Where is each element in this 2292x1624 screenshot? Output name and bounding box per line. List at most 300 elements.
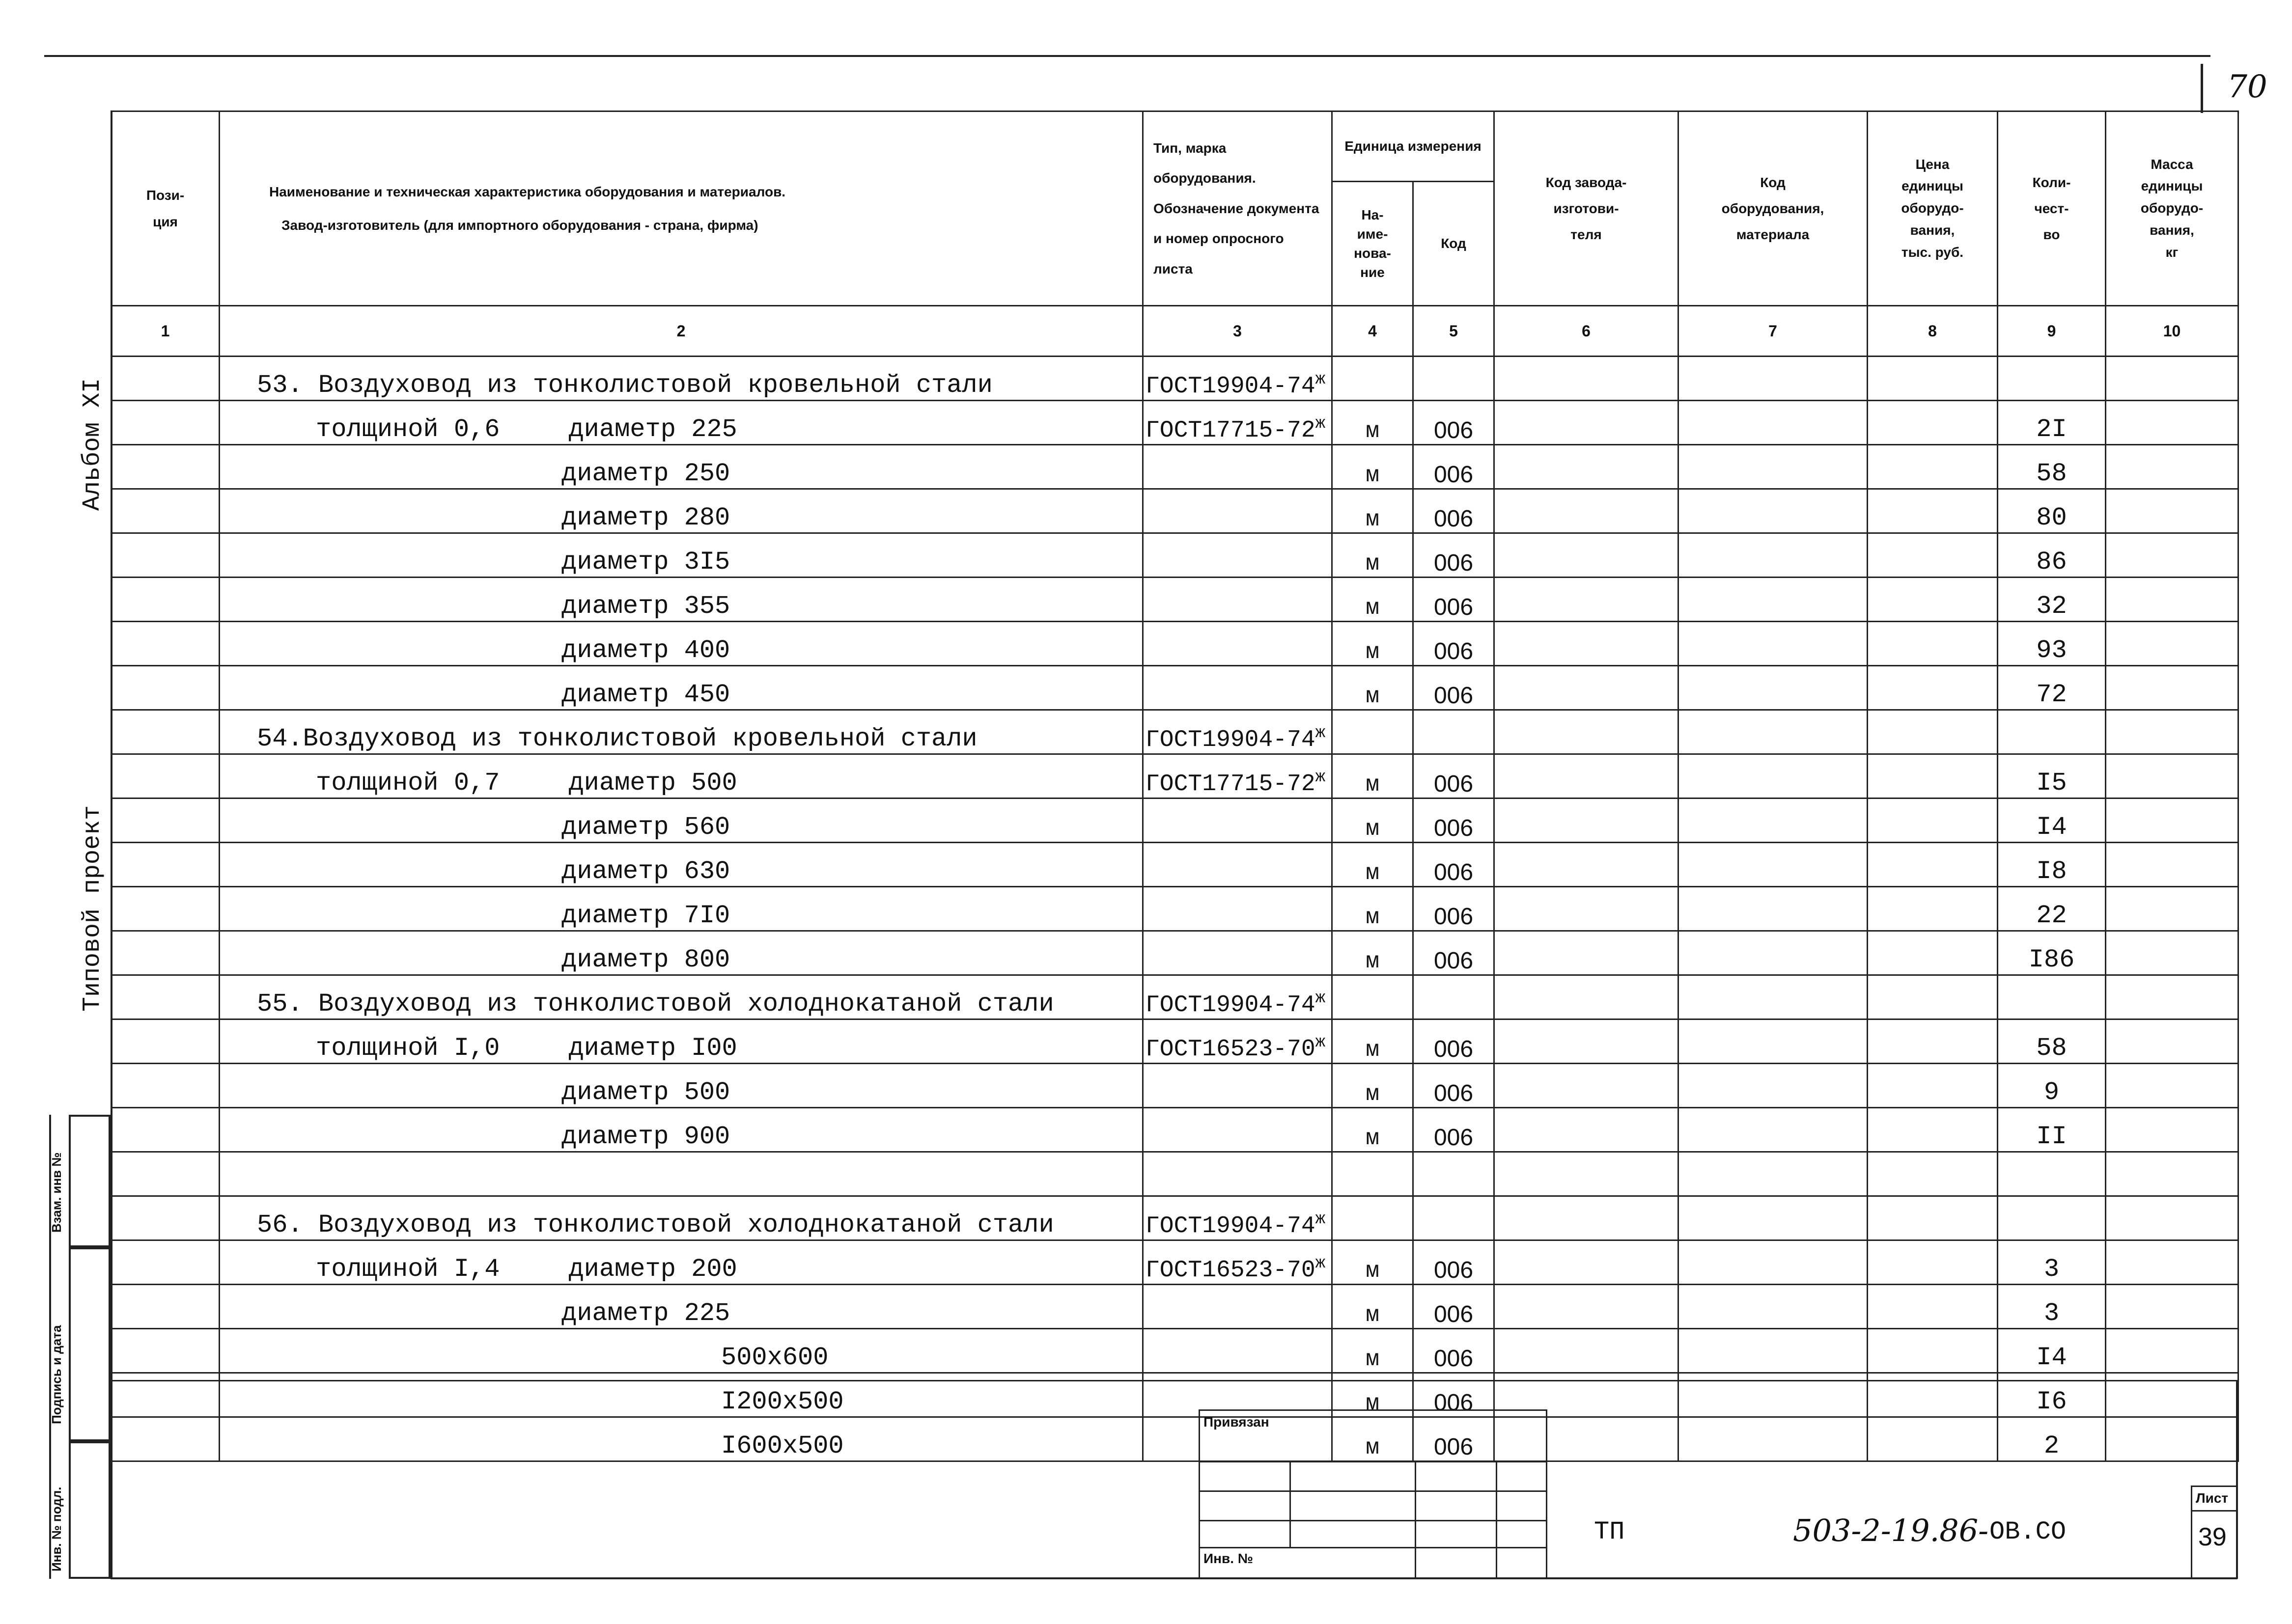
header-mass-text: Масса единицы оборудо- вания, кг [2140, 156, 2204, 260]
cell-price [1868, 1240, 1998, 1285]
cell-quantity: 58 [1998, 1019, 2106, 1064]
cell-name [220, 533, 1143, 578]
cell-mass [2106, 887, 2238, 931]
cell-equipment-code [1678, 357, 1868, 401]
name-text: диаметр 250 [561, 459, 730, 488]
cell-price [1868, 710, 1998, 754]
cell-position [112, 1064, 220, 1108]
header-row [112, 111, 2238, 182]
cell-unit-code: 006 [1413, 666, 1494, 710]
cell-equipment-code [1678, 754, 1868, 798]
cell-document [1143, 887, 1332, 931]
cell-mass [2106, 622, 2238, 666]
name-text: диаметр 7I0 [561, 901, 730, 930]
table-row [112, 666, 2238, 710]
cell-factory-code [1494, 798, 1678, 843]
table-row [112, 1152, 2238, 1196]
table-row [112, 1196, 2238, 1240]
cell-unit-name: м [1332, 1285, 1413, 1329]
name-text: толщиной I,0 [316, 1034, 500, 1063]
cell-equipment-code [1678, 710, 1868, 754]
table-row [112, 1019, 2238, 1064]
sheet-label: Лист [2196, 1490, 2229, 1506]
cell-factory-code [1494, 445, 1678, 489]
cell-name [220, 1196, 1143, 1240]
cell-name [220, 1152, 1143, 1196]
cell-document [1143, 710, 1332, 754]
header-unit-group-text: Единица измерения [1344, 138, 1481, 154]
document-mark: ж [1315, 1033, 1326, 1052]
table-row [112, 578, 2238, 622]
cell-mass [2106, 1373, 2238, 1417]
cell-unit-code [1413, 1152, 1494, 1196]
cell-document [1143, 843, 1332, 887]
cell-price [1868, 1373, 1998, 1417]
cell-mass [2106, 1240, 2238, 1285]
cell-factory-code [1494, 843, 1678, 887]
cell-quantity: 3 [1998, 1240, 2106, 1285]
cell-unit-name: м [1332, 798, 1413, 843]
cell-quantity: 86 [1998, 533, 2106, 578]
cell-name [220, 401, 1143, 445]
cell-name [220, 710, 1143, 754]
document-mark: ж [1315, 989, 1326, 1008]
album-label: Альбом XI [79, 378, 107, 511]
cell-factory-code [1494, 622, 1678, 666]
cell-mass [2106, 1108, 2238, 1152]
cell-name [220, 1373, 1143, 1417]
cell-document [1143, 1019, 1332, 1064]
header-quantity [1998, 111, 2106, 306]
cell-name [220, 578, 1143, 622]
cell-equipment-code [1678, 1373, 1868, 1417]
cell-quantity: 2 [1998, 1417, 2106, 1461]
cell-unit-name: м [1332, 622, 1413, 666]
stamp-label-b: Подпись и дата [49, 1325, 64, 1424]
header-name-line2: Завод-изготовитель (для импортного оборудования - страна, фирма) [281, 217, 758, 233]
cell-factory-code [1494, 578, 1678, 622]
name-text: диаметр 355 [561, 592, 730, 621]
cell-position [112, 931, 220, 975]
header-unit-code [1413, 182, 1494, 306]
table-body [112, 357, 2238, 1461]
cell-equipment-code [1678, 1329, 1868, 1373]
document-code: 503-2-19.86- [1793, 1513, 1989, 1548]
stamp-label-c: Инв. № подл. [49, 1486, 64, 1571]
cell-unit-code: 006 [1413, 622, 1494, 666]
cell-position [112, 533, 220, 578]
cell-price [1868, 401, 1998, 445]
cell-document [1143, 533, 1332, 578]
cell-name [220, 798, 1143, 843]
cell-position [112, 754, 220, 798]
document-mark: ж [1315, 414, 1326, 433]
table-row [112, 622, 2238, 666]
cell-quantity: I6 [1998, 1373, 2106, 1417]
cell-unit-code: 006 [1413, 1373, 1494, 1417]
cell-unit-name: м [1332, 533, 1413, 578]
cell-quantity: 93 [1998, 622, 2106, 666]
cell-document [1143, 1108, 1332, 1152]
cell-mass [2106, 1285, 2238, 1329]
cell-document [1143, 975, 1332, 1019]
cell-name [220, 1019, 1143, 1064]
cell-position [112, 1152, 220, 1196]
cell-name [220, 887, 1143, 931]
cell-unit-name: м [1332, 1373, 1413, 1417]
cell-unit-name: м [1332, 578, 1413, 622]
document-text: ГОСТ17715-72 [1146, 771, 1315, 798]
cell-unit-code: 006 [1413, 489, 1494, 533]
cell-quantity [1998, 975, 2106, 1019]
cell-position [112, 887, 220, 931]
cell-document [1143, 445, 1332, 489]
header-position [112, 111, 220, 306]
header-price [1868, 111, 1998, 306]
linked-vline-3 [1496, 1461, 1497, 1579]
cell-name [220, 622, 1143, 666]
cell-name [220, 1285, 1143, 1329]
cell-equipment-code [1678, 666, 1868, 710]
col-number-1: 1 [112, 306, 220, 357]
cell-unit-name: м [1332, 666, 1413, 710]
name-text: 53. Воздуховод из тонколистовой кровельной стали [257, 371, 993, 400]
cell-price [1868, 1152, 1998, 1196]
document-text: ГОСТ16523-70 [1146, 1036, 1315, 1063]
cell-quantity: I86 [1998, 931, 2106, 975]
frame-left [111, 1380, 2237, 1381]
cell-mass [2106, 798, 2238, 843]
cell-price [1868, 975, 1998, 1019]
col-number-2: 2 [220, 306, 1143, 357]
name-text: диаметр I00 [568, 1034, 737, 1063]
cell-equipment-code [1678, 887, 1868, 931]
cell-price [1868, 578, 1998, 622]
table-row [112, 798, 2238, 843]
cell-mass [2106, 931, 2238, 975]
cell-document [1143, 931, 1332, 975]
cell-equipment-code [1678, 401, 1868, 445]
cell-unit-code: 006 [1413, 754, 1494, 798]
cell-price [1868, 357, 1998, 401]
name-text: диаметр 225 [561, 1299, 730, 1328]
cell-position [112, 975, 220, 1019]
cell-position [112, 666, 220, 710]
cell-price [1868, 754, 1998, 798]
cell-factory-code [1494, 1064, 1678, 1108]
cell-unit-name [1332, 1196, 1413, 1240]
table-row [112, 1373, 2238, 1417]
cell-position [112, 843, 220, 887]
cell-document [1143, 1240, 1332, 1285]
header-mass [2106, 111, 2238, 306]
cell-unit-code: 006 [1413, 533, 1494, 578]
frame-bottom [111, 1577, 2237, 1579]
cell-factory-code [1494, 1019, 1678, 1064]
document-text: ГОСТ19904-74 [1146, 727, 1315, 753]
cell-equipment-code [1678, 798, 1868, 843]
linked-hline-3 [1199, 1520, 1547, 1521]
table-row [112, 1240, 2238, 1285]
cell-factory-code [1494, 1329, 1678, 1373]
table-row [112, 843, 2238, 887]
cell-equipment-code [1678, 1019, 1868, 1064]
cell-position [112, 1019, 220, 1064]
cell-mass [2106, 1417, 2238, 1461]
cell-price [1868, 931, 1998, 975]
cell-position [112, 798, 220, 843]
cell-document [1143, 1196, 1332, 1240]
header-price-text: Цена единицы оборудо- вания, тыс. руб. [1901, 156, 1964, 260]
cell-mass [2106, 754, 2238, 798]
name-text: диаметр 800 [561, 945, 730, 974]
cell-price [1868, 843, 1998, 887]
table-row [112, 401, 2238, 445]
cell-mass [2106, 1019, 2238, 1064]
header-type-text: Тип, марка оборудования. Обозначение документа и номер опросного листа [1153, 140, 1319, 276]
cell-position [112, 357, 220, 401]
cell-quantity: 72 [1998, 666, 2106, 710]
cell-factory-code [1494, 1196, 1678, 1240]
cell-unit-code: 006 [1413, 1240, 1494, 1285]
linked-vline-2 [1415, 1461, 1416, 1579]
document-text: ГОСТ17715-72 [1146, 417, 1315, 444]
cell-unit-name: м [1332, 401, 1413, 445]
col-number-5: 5 [1413, 306, 1494, 357]
cell-mass [2106, 1329, 2238, 1373]
cell-equipment-code [1678, 975, 1868, 1019]
cell-unit-name: м [1332, 887, 1413, 931]
name-text: толщиной I,4 [316, 1255, 500, 1284]
cell-mass [2106, 666, 2238, 710]
cell-equipment-code [1678, 1196, 1868, 1240]
cell-unit-name: м [1332, 445, 1413, 489]
cell-unit-name: м [1332, 754, 1413, 798]
header-unit-group [1332, 111, 1494, 182]
cell-name [220, 1417, 1143, 1461]
cell-equipment-code [1678, 489, 1868, 533]
cell-unit-name: м [1332, 1108, 1413, 1152]
cell-position [112, 1240, 220, 1285]
name-text: диаметр 450 [561, 680, 730, 709]
cell-mass [2106, 843, 2238, 887]
corner-page-number: 70 [2227, 69, 2267, 105]
document-text: ГОСТ19904-74 [1146, 373, 1315, 400]
cell-unit-name: м [1332, 489, 1413, 533]
linked-hline-2 [1199, 1490, 1547, 1492]
cell-unit-name: м [1332, 1019, 1413, 1064]
cell-factory-code [1494, 1108, 1678, 1152]
cell-price [1868, 1064, 1998, 1108]
cell-equipment-code [1678, 1152, 1868, 1196]
cell-name [220, 1329, 1143, 1373]
cell-unit-name [1332, 1152, 1413, 1196]
name-text: 56. Воздуховод из тонколистовой холоднокатаной стали [257, 1211, 1054, 1239]
cell-document [1143, 798, 1332, 843]
cell-factory-code [1494, 533, 1678, 578]
cell-position [112, 1417, 220, 1461]
cell-document [1143, 1152, 1332, 1196]
cell-price [1868, 1329, 1998, 1373]
col-number-9: 9 [1998, 306, 2106, 357]
cell-factory-code [1494, 1240, 1678, 1285]
cell-name [220, 754, 1143, 798]
cell-factory-code [1494, 1152, 1678, 1196]
name-text: толщиной 0,6 [316, 415, 500, 444]
name-text: диаметр 560 [561, 813, 730, 842]
cell-unit-code: 006 [1413, 1285, 1494, 1329]
cell-quantity [1998, 1196, 2106, 1240]
name-text: диаметр 630 [561, 857, 730, 886]
cell-position [112, 710, 220, 754]
cell-mass [2106, 401, 2238, 445]
cell-price [1868, 1019, 1998, 1064]
cell-equipment-code [1678, 533, 1868, 578]
cell-equipment-code [1678, 1108, 1868, 1152]
col-number-10: 10 [2106, 306, 2238, 357]
name-text: I200x500 [721, 1387, 844, 1416]
document-text: ГОСТ16523-70 [1146, 1257, 1315, 1284]
cell-position [112, 1285, 220, 1329]
cell-position [112, 445, 220, 489]
col-number-6: 6 [1494, 306, 1678, 357]
cell-factory-code [1494, 489, 1678, 533]
cell-quantity: I4 [1998, 1329, 2106, 1373]
inv-label: Инв. № [1203, 1551, 1254, 1566]
cell-unit-code [1413, 357, 1494, 401]
cell-quantity: I8 [1998, 843, 2106, 887]
cell-mass [2106, 357, 2238, 401]
cell-mass [2106, 578, 2238, 622]
cell-mass [2106, 1196, 2238, 1240]
tp-label: ТП [1594, 1517, 1625, 1546]
cell-position [112, 1108, 220, 1152]
sheet-box-divider [2191, 1510, 2237, 1512]
document-mark: ж [1315, 1210, 1326, 1229]
stamp-box-a [69, 1115, 111, 1247]
cell-document [1143, 622, 1332, 666]
cell-equipment-code [1678, 578, 1868, 622]
cell-equipment-code [1678, 931, 1868, 975]
linked-hline-4 [1199, 1547, 1547, 1548]
table-row [112, 1285, 2238, 1329]
cell-equipment-code [1678, 1064, 1868, 1108]
cell-equipment-code [1678, 1417, 1868, 1461]
cell-price [1868, 622, 1998, 666]
name-text: диаметр 900 [561, 1122, 730, 1151]
header-unit-name [1332, 182, 1413, 306]
cell-unit-code: 006 [1413, 1019, 1494, 1064]
table-row [112, 445, 2238, 489]
cell-factory-code [1494, 975, 1678, 1019]
header-type [1143, 111, 1332, 306]
cell-name [220, 357, 1143, 401]
cell-price [1868, 445, 1998, 489]
document-mark: ж [1315, 724, 1326, 743]
cell-unit-code: 006 [1413, 887, 1494, 931]
document-mark: ж [1315, 768, 1326, 787]
cell-unit-name [1332, 975, 1413, 1019]
cell-mass [2106, 1064, 2238, 1108]
cell-unit-name [1332, 710, 1413, 754]
cell-unit-code: 006 [1413, 1417, 1494, 1461]
cell-price [1868, 1285, 1998, 1329]
cell-document [1143, 357, 1332, 401]
col-number-8: 8 [1868, 306, 1998, 357]
cell-name [220, 931, 1143, 975]
cell-quantity: 3 [1998, 1285, 2106, 1329]
name-text: диаметр 500 [561, 1078, 730, 1107]
table-row [112, 533, 2238, 578]
cell-document [1143, 754, 1332, 798]
cell-price [1868, 666, 1998, 710]
cell-unit-code: 006 [1413, 401, 1494, 445]
cell-position [112, 1329, 220, 1373]
cell-quantity [1998, 357, 2106, 401]
table-row [112, 1064, 2238, 1108]
name-text: 54.Воздуховод из тонколистовой кровельной стали [257, 724, 978, 753]
stamp-box-c [69, 1441, 111, 1579]
cell-mass [2106, 1152, 2238, 1196]
cell-name [220, 1108, 1143, 1152]
cell-unit-code: 006 [1413, 578, 1494, 622]
column-number-row [112, 306, 2238, 357]
table-row [112, 975, 2238, 1019]
cell-mass [2106, 489, 2238, 533]
cell-document [1143, 1285, 1332, 1329]
cell-unit-code [1413, 710, 1494, 754]
document-text: ГОСТ19904-74 [1146, 1213, 1315, 1239]
header-factory-code [1494, 111, 1678, 306]
cell-quantity: 80 [1998, 489, 2106, 533]
cell-position [112, 622, 220, 666]
header-quantity-text: Коли- чест- во [2032, 174, 2071, 243]
cell-unit-code: 006 [1413, 843, 1494, 887]
cell-position [112, 489, 220, 533]
table-row [112, 1417, 2238, 1461]
name-text: I600x500 [721, 1431, 844, 1460]
table-row [112, 357, 2238, 401]
cell-equipment-code [1678, 1285, 1868, 1329]
cell-unit-code: 006 [1413, 1064, 1494, 1108]
cell-name [220, 1240, 1143, 1285]
cell-quantity: 22 [1998, 887, 2106, 931]
name-text: диаметр 3I5 [561, 548, 730, 577]
cell-factory-code [1494, 666, 1678, 710]
name-text: толщиной 0,7 [316, 769, 500, 798]
cell-unit-name: м [1332, 843, 1413, 887]
cell-quantity [1998, 710, 2106, 754]
cell-unit-name: м [1332, 1064, 1413, 1108]
cell-factory-code [1494, 401, 1678, 445]
cell-unit-name: м [1332, 931, 1413, 975]
linked-label: Привязан [1203, 1414, 1269, 1430]
cell-price [1868, 1196, 1998, 1240]
table-row [112, 489, 2238, 533]
sheet-number: 39 [2198, 1523, 2227, 1551]
cell-quantity: 9 [1998, 1064, 2106, 1108]
cell-name [220, 975, 1143, 1019]
cell-equipment-code [1678, 622, 1868, 666]
cell-unit-code: 006 [1413, 931, 1494, 975]
cell-factory-code [1494, 887, 1678, 931]
linked-vline-1 [1289, 1461, 1291, 1547]
specification-table [111, 110, 2239, 1462]
cell-factory-code [1494, 754, 1678, 798]
cell-name [220, 1064, 1143, 1108]
col-number-4: 4 [1332, 306, 1413, 357]
header-unit-code-text: Код [1441, 236, 1466, 251]
